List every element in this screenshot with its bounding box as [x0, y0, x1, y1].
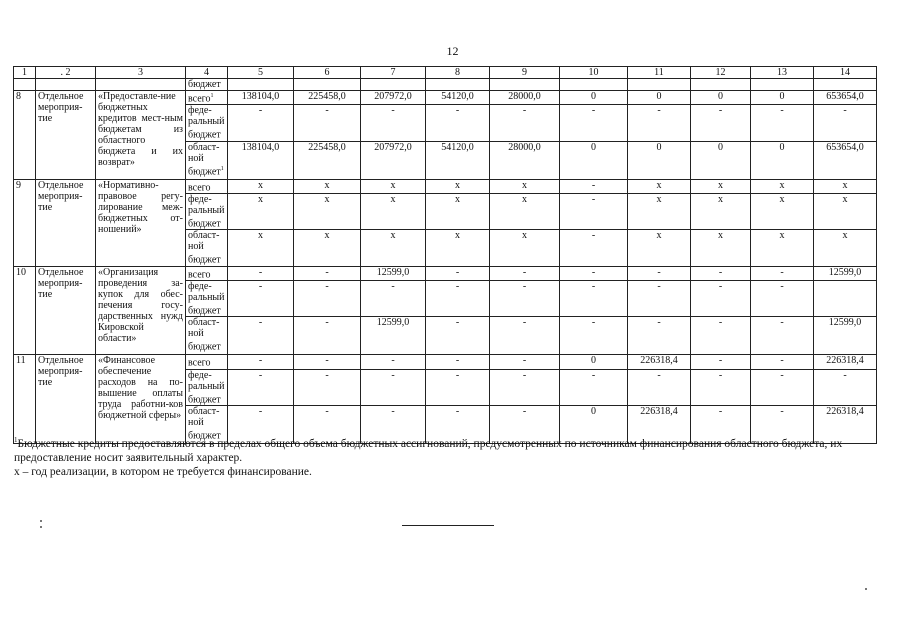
empty-cell	[751, 79, 814, 91]
value-cell: 0	[560, 355, 628, 369]
table-row	[14, 179, 877, 193]
value-cell: x	[628, 230, 691, 266]
column-header: . 2	[36, 67, 96, 79]
value-cell: -	[228, 266, 294, 280]
funding-source-label: област-ной бюджет	[188, 141, 221, 177]
value-cell: 54120,0	[426, 91, 490, 105]
funding-source-cell	[186, 105, 228, 141]
value-cell: 12599,0	[814, 266, 877, 280]
value-cell: 138104,0	[228, 141, 294, 179]
value-cell: -	[691, 266, 751, 280]
value-cell: -	[228, 369, 294, 405]
value-cell: 0	[751, 141, 814, 179]
value-cell: 12599,0	[361, 266, 426, 280]
value-cell: -	[628, 280, 691, 316]
item-title: «Нормативно-правовое регу-лирование меж-бюджетных от-ношений»	[96, 179, 186, 266]
budget-table	[13, 66, 877, 444]
empty-cell	[294, 79, 361, 91]
value-cell: x	[361, 230, 426, 266]
column-header: 7	[361, 67, 426, 79]
empty-cell	[96, 79, 186, 91]
value-cell: -	[691, 317, 751, 355]
value-cell: -	[751, 355, 814, 369]
value-cell: -	[294, 105, 361, 141]
continuation-row	[14, 79, 877, 91]
footnote-ref: 1	[210, 93, 214, 99]
empty-cell	[426, 79, 490, 91]
value-cell: -	[751, 105, 814, 141]
column-header: 12	[691, 67, 751, 79]
value-cell: 12599,0	[361, 317, 426, 355]
funding-source-label: всего	[188, 357, 211, 369]
value-cell: 225458,0	[294, 141, 361, 179]
value-cell: x	[361, 179, 426, 193]
footnotes	[14, 437, 878, 479]
value-cell: -	[560, 369, 628, 405]
value-cell: x	[751, 230, 814, 266]
value-cell: -	[294, 355, 361, 369]
value-cell: x	[426, 179, 490, 193]
end-divider	[402, 525, 494, 526]
value-cell: x	[490, 179, 560, 193]
value-cell: -	[228, 317, 294, 355]
funding-source-label: всего	[188, 268, 211, 280]
empty-cell	[228, 79, 294, 91]
value-cell: x	[361, 193, 426, 229]
funding-source-cell	[186, 179, 228, 193]
value-cell: x	[294, 230, 361, 266]
empty-cell	[36, 79, 96, 91]
value-cell: -	[426, 369, 490, 405]
value-cell: -	[691, 355, 751, 369]
value-cell: x	[426, 230, 490, 266]
continuation-label: бюджет	[186, 79, 228, 91]
value-cell: -	[814, 369, 877, 405]
table-row	[14, 266, 877, 280]
value-cell: -	[426, 280, 490, 316]
column-header: 14	[814, 67, 877, 79]
value-cell: x	[228, 230, 294, 266]
value-cell: -	[426, 317, 490, 355]
value-cell: x	[228, 193, 294, 229]
item-number: 11	[14, 355, 36, 444]
footnote-budget-credits	[14, 437, 878, 465]
value-cell: -	[294, 280, 361, 316]
value-cell: 226318,4	[628, 405, 691, 443]
value-cell: -	[490, 369, 560, 405]
value-cell: 207972,0	[361, 141, 426, 179]
column-header: 8	[426, 67, 490, 79]
value-cell: -	[691, 405, 751, 443]
funding-source-label: област-ной бюджет	[188, 230, 221, 266]
funding-source-cell	[186, 141, 228, 179]
value-cell: 0	[691, 91, 751, 105]
funding-source-cell	[186, 369, 228, 405]
empty-cell	[361, 79, 426, 91]
value-cell: -	[228, 280, 294, 316]
value-cell: x	[294, 193, 361, 229]
value-cell: -	[294, 317, 361, 355]
value-cell: -	[751, 405, 814, 443]
value-cell: -	[490, 280, 560, 316]
funding-source-cell	[186, 91, 228, 105]
item-type: Отдельное мероприя-тие	[36, 355, 96, 444]
value-cell: 0	[560, 405, 628, 443]
value-cell: x	[628, 179, 691, 193]
value-cell: x	[814, 179, 877, 193]
value-cell: -	[560, 105, 628, 141]
value-cell: -	[751, 266, 814, 280]
funding-source-label: област-ной бюджет	[188, 317, 221, 353]
column-header: 6	[294, 67, 361, 79]
value-cell: -	[426, 355, 490, 369]
column-header: 13	[751, 67, 814, 79]
page-number: 12	[446, 44, 459, 58]
value-cell: x	[691, 179, 751, 193]
value-cell: 226318,4	[814, 405, 877, 443]
value-cell: -	[628, 105, 691, 141]
value-cell: 0	[751, 91, 814, 105]
funding-source-label: феде-ральный бюджет	[188, 105, 225, 141]
funding-source-cell	[186, 317, 228, 355]
value-cell: -	[751, 317, 814, 355]
funding-source-cell	[186, 266, 228, 280]
value-cell: -	[560, 230, 628, 266]
value-cell: -	[628, 369, 691, 405]
value-cell: x	[228, 179, 294, 193]
value-cell: -	[294, 405, 361, 443]
value-cell: 226318,4	[628, 355, 691, 369]
value-cell: x	[490, 230, 560, 266]
empty-cell	[14, 79, 36, 91]
value-cell: x	[628, 193, 691, 229]
value-cell: x	[691, 230, 751, 266]
value-cell: -	[228, 355, 294, 369]
value-cell: -	[751, 280, 814, 316]
value-cell: -	[560, 266, 628, 280]
value-cell: 138104,0	[228, 91, 294, 105]
value-cell: 12599,0	[814, 317, 877, 355]
value-cell: -	[628, 266, 691, 280]
scan-speck	[40, 520, 42, 522]
value-cell: 0	[560, 141, 628, 179]
value-cell: -	[426, 405, 490, 443]
table-header-row	[14, 67, 877, 79]
value-cell: 28000,0	[490, 141, 560, 179]
value-cell: -	[628, 317, 691, 355]
value-cell: -	[751, 369, 814, 405]
funding-source-label: феде-ральный бюджет	[188, 280, 225, 317]
value-cell: -	[691, 280, 751, 316]
value-cell: -	[294, 266, 361, 280]
value-cell: -	[490, 355, 560, 369]
value-cell: -	[560, 193, 628, 229]
value-cell: x	[814, 230, 877, 266]
value-cell: 28000,0	[490, 91, 560, 105]
value-cell: -	[361, 355, 426, 369]
value-cell: -	[560, 280, 628, 316]
value-cell: 0	[560, 91, 628, 105]
item-title: «Предоставле-ние бюджетных кредитов мест-ным бюджетам из областного бюджета и их возврат»	[96, 91, 186, 180]
value-cell	[814, 280, 877, 316]
value-cell: -	[294, 369, 361, 405]
column-header: 10	[560, 67, 628, 79]
funding-source-label: феде-ральный бюджет	[188, 193, 225, 230]
empty-cell	[691, 79, 751, 91]
value-cell: -	[490, 405, 560, 443]
value-cell: x	[426, 193, 490, 229]
item-type: Отдельное мероприя-тие	[36, 91, 96, 180]
value-cell: 225458,0	[294, 91, 361, 105]
footnote-budget-credits-text: Бюджетные кредиты предоставляются в пределах общего объема бюджетных ассигнований, предусмотренных по источникам финансирования областного бюджета, их предоставление носит заявительный характер.	[14, 438, 843, 464]
scan-speck	[40, 526, 42, 528]
value-cell: -	[361, 105, 426, 141]
funding-source-label: област-ной бюджет	[188, 405, 221, 442]
item-number: 10	[14, 266, 36, 355]
value-cell: 0	[628, 91, 691, 105]
value-cell: -	[490, 317, 560, 355]
value-cell: -	[560, 317, 628, 355]
value-cell: -	[490, 105, 560, 141]
value-cell: -	[490, 266, 560, 280]
item-type: Отдельное мероприя-тие	[36, 179, 96, 266]
footnote-marker: 1	[14, 436, 18, 445]
value-cell: 0	[628, 141, 691, 179]
value-cell: -	[361, 369, 426, 405]
value-cell: -	[361, 280, 426, 316]
value-cell: -	[361, 405, 426, 443]
value-cell: x	[294, 179, 361, 193]
item-title: «Финансовое обеспечение расходов на по-вышение оплаты труда работни-ков бюджетной сферы»	[96, 355, 186, 444]
column-header: 4	[186, 67, 228, 79]
value-cell: -	[426, 105, 490, 141]
empty-cell	[628, 79, 691, 91]
value-cell: -	[228, 405, 294, 443]
value-cell: 226318,4	[814, 355, 877, 369]
funding-source-cell	[186, 230, 228, 266]
funding-source-cell	[186, 280, 228, 316]
table-row	[14, 91, 877, 105]
column-header: 9	[490, 67, 560, 79]
value-cell: 207972,0	[361, 91, 426, 105]
column-header: 1	[14, 67, 36, 79]
funding-source-label: всего	[188, 93, 211, 105]
empty-cell	[560, 79, 628, 91]
value-cell: x	[490, 193, 560, 229]
value-cell: -	[228, 105, 294, 141]
column-header: 11	[628, 67, 691, 79]
value-cell: 653654,0	[814, 141, 877, 179]
value-cell: x	[751, 193, 814, 229]
value-cell: -	[560, 179, 628, 193]
value-cell: x	[691, 193, 751, 229]
value-cell: -	[426, 266, 490, 280]
column-header: 3	[96, 67, 186, 79]
funding-source-label: всего	[188, 181, 211, 193]
footnote-ref: 1	[220, 165, 224, 172]
value-cell: 0	[691, 141, 751, 179]
item-number: 8	[14, 91, 36, 180]
funding-source-cell	[186, 355, 228, 369]
item-number: 9	[14, 179, 36, 266]
scan-speck	[865, 588, 867, 590]
funding-source-cell	[186, 193, 228, 229]
value-cell: x	[751, 179, 814, 193]
table-row	[14, 355, 877, 369]
empty-cell	[814, 79, 877, 91]
value-cell: x	[814, 193, 877, 229]
value-cell: -	[691, 105, 751, 141]
item-type: Отдельное мероприя-тие	[36, 266, 96, 355]
funding-source-label: феде-ральный бюджет	[188, 369, 225, 405]
footnote-x-legend: x – год реализации, в котором не требуется финансирование.	[14, 466, 312, 478]
value-cell: -	[691, 369, 751, 405]
value-cell: 54120,0	[426, 141, 490, 179]
column-header: 5	[228, 67, 294, 79]
item-title: «Организация проведения за-купок для обес-печения госу-дарственных нужд Кировской области»	[96, 266, 186, 355]
value-cell: 653654,0	[814, 91, 877, 105]
empty-cell	[490, 79, 560, 91]
value-cell: -	[814, 105, 877, 141]
